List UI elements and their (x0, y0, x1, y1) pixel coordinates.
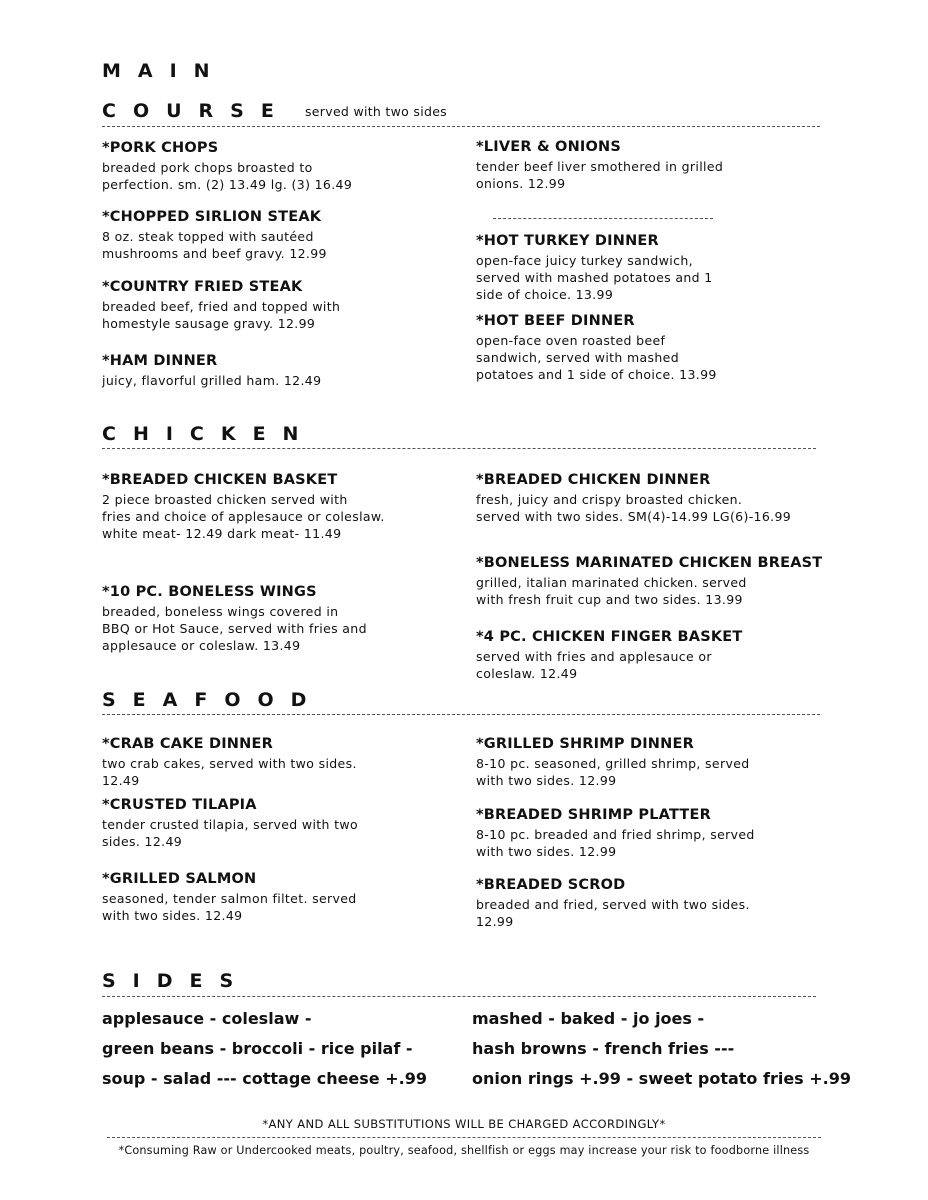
menu-item-hot-beef-dinner (476, 313, 717, 383)
item-title: *BONELESS MARINATED CHICKEN BREAST (476, 555, 823, 571)
item-title: *COUNTRY FRIED STEAK (102, 279, 303, 295)
course-heading: COURSE (102, 100, 291, 122)
item-description: 8-10 pc. breaded and fried shrimp, served with two sides. 12.99 (476, 827, 755, 859)
seafood-heading: SEAFOOD (102, 689, 324, 711)
item-title: *BREADED SHRIMP PLATTER (476, 807, 711, 823)
menu-item-breaded-shrimp-platter (476, 807, 755, 860)
item-title: *GRILLED SALMON (102, 871, 257, 887)
item-description: breaded pork chops broasted to perfection. sm. (2) 13.49 lg. (3) 16.49 (102, 160, 353, 192)
item-title: *HOT BEEF DINNER (476, 313, 635, 329)
foodborne-illness-warning: *Consuming Raw or Undercooked meats, poultry, seafood, shellfish or eggs may increase your risk to foodborne illness (118, 1144, 810, 1157)
item-title: *BREADED CHICKEN BASKET (102, 472, 338, 488)
menu-item-crusted-tilapia (102, 797, 358, 850)
menu-item-liver-onions (476, 139, 723, 192)
menu-item-crab-cake-dinner (102, 736, 357, 789)
item-description: open-face oven roasted beef sandwich, served with mashed potatoes and 1 side of choice. 13.99 (476, 333, 717, 382)
menu-item-breaded-scrod (476, 877, 750, 930)
menu-item-grilled-shrimp-dinner (476, 736, 750, 789)
chicken-heading: CHICKEN (102, 423, 316, 445)
footer-divider (107, 1137, 821, 1138)
menu-item-chopped-sirloin-steak (102, 209, 327, 262)
item-description: grilled, italian marinated chicken. served with fresh fruit cup and two sides. 13.99 (476, 575, 747, 607)
menu-item-ham-dinner (102, 353, 321, 389)
sides-left-line: soup - salad --- cottage cheese +.99 (102, 1069, 427, 1088)
item-title: *GRILLED SHRIMP DINNER (476, 736, 694, 752)
item-title: *CRAB CAKE DINNER (102, 736, 273, 752)
menu-item-grilled-salmon (102, 871, 357, 924)
item-description: 8-10 pc. seasoned, grilled shrimp, served with two sides. 12.99 (476, 756, 750, 788)
seafood-divider (102, 714, 820, 715)
item-title: *10 PC. BONELESS WINGS (102, 584, 317, 600)
item-title: *LIVER & ONIONS (476, 139, 622, 155)
item-description: breaded beef, fried and topped with homestyle sausage gravy. 12.99 (102, 299, 341, 331)
menu-item-country-fried-steak (102, 279, 340, 332)
item-description: fresh, juicy and crispy broasted chicken. served with two sides. SM(4)-14.99 LG(6)-16.99 (476, 492, 792, 524)
main-heading: MAIN (102, 60, 227, 82)
sides-right-line: onion rings +.99 - sweet potato fries +.99 (472, 1069, 852, 1088)
item-title: *HOT TURKEY DINNER (476, 233, 659, 249)
item-description: open-face juicy turkey sandwich, served with mashed potatoes and 1 side of choice. 13.99 (476, 253, 713, 302)
menu-item-hot-turkey-dinner (476, 233, 713, 303)
item-title: *CHOPPED SIRLION STEAK (102, 209, 322, 225)
item-title: *4 PC. CHICKEN FINGER BASKET (476, 629, 743, 645)
item-description: two crab cakes, served with two sides. 12.49 (102, 756, 357, 788)
menu-item-boneless-wings (102, 584, 367, 654)
item-title: *BREADED CHICKEN DINNER (476, 472, 711, 488)
menu-item-breaded-chicken-dinner (476, 472, 791, 525)
item-description: tender beef liver smothered in grilled onions. 12.99 (476, 159, 724, 191)
item-title: *CRUSTED TILAPIA (102, 797, 257, 813)
item-description: 8 oz. steak topped with sautéed mushrooms and beef gravy. 12.99 (102, 229, 327, 261)
sides-heading: SIDES (102, 970, 251, 992)
sides-left-line: applesauce - coleslaw - (102, 1009, 312, 1028)
item-title: *HAM DINNER (102, 353, 218, 369)
substitutions-notice: *ANY AND ALL SUBSTITUTIONS WILL BE CHARGED ACCORDINGLY* (262, 1117, 666, 1131)
item-description: 2 piece broasted chicken served with fries and choice of applesauce or coleslaw. white meat- 12.49 dark meat- 11.49 (102, 492, 385, 541)
main-course-note: served with two sides (305, 104, 447, 119)
sides-right-line: hash browns - french fries --- (472, 1039, 735, 1058)
item-description: served with fries and applesauce or coleslaw. 12.49 (476, 649, 712, 681)
menu-item-pork-chops (102, 140, 352, 193)
chicken-divider (102, 448, 816, 449)
menu-item-chicken-finger-basket (476, 629, 743, 682)
item-description: juicy, flavorful grilled ham. 12.49 (102, 373, 322, 388)
sides-left-line: green beans - broccoli - rice pilaf - (102, 1039, 413, 1058)
item-description: seasoned, tender salmon filtet. served with two sides. 12.49 (102, 891, 357, 923)
item-description: breaded and fried, served with two sides. 12.99 (476, 897, 750, 929)
sides-right-line: mashed - baked - jo joes - (472, 1009, 705, 1028)
main-course-inner-divider (493, 218, 713, 219)
item-description: breaded, boneless wings covered in BBQ or Hot Sauce, served with fries and applesauce or coleslaw. 13.49 (102, 604, 367, 653)
menu-item-marinated-chicken-breast (476, 555, 822, 608)
sides-divider (102, 996, 816, 997)
item-title: *BREADED SCROD (476, 877, 626, 893)
main-course-divider (102, 126, 820, 127)
item-title: *PORK CHOPS (102, 140, 219, 156)
item-description: tender crusted tilapia, served with two sides. 12.49 (102, 817, 358, 849)
menu-item-breaded-chicken-basket (102, 472, 385, 542)
